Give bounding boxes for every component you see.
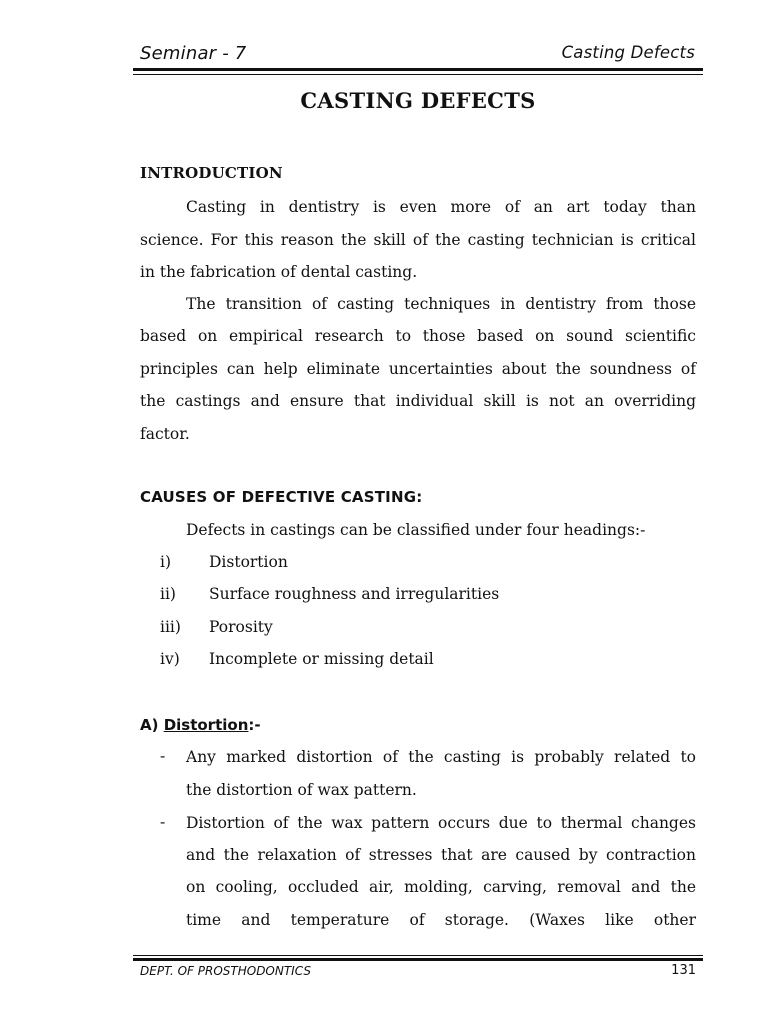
causes-item-number: ii) [160, 585, 176, 603]
intro-line-2: science. For this reason the skill of the casting technician is critical [140, 231, 696, 249]
intro-line-7: the castings and ensure that individual skill is not an overriding [140, 392, 696, 410]
causes-item-text: Distortion [209, 553, 288, 571]
section-a-line-3: Distortion of the wax pattern occurs due to thermal changes [186, 814, 696, 832]
causes-item-number: iii) [160, 618, 181, 636]
header-rule-thin [133, 74, 703, 75]
causes-intro: Defects in castings can be classified under four headings:- [186, 521, 646, 539]
section-a-title: Distortion [163, 716, 249, 734]
causes-heading: CAUSES OF DEFECTIVE CASTING: [140, 488, 423, 506]
section-a-line-6: time and temperature of storage. (Waxes like other [186, 911, 696, 929]
section-a-line-1: Any marked distortion of the casting is probably related to [186, 748, 696, 766]
section-a-line-4: and the relaxation of stresses that are caused by contraction [186, 846, 696, 864]
header-rule-thick [133, 68, 703, 71]
introduction-heading: INTRODUCTION [140, 164, 283, 182]
intro-line-5: based on empirical research to those based on sound scientific [140, 327, 696, 345]
causes-item-number: i) [160, 553, 172, 571]
page-title: CASTING DEFECTS [300, 88, 536, 113]
intro-line-4: The transition of casting techniques in dentistry from those [186, 295, 696, 313]
footer-rule-thick [133, 958, 703, 961]
bullet-dash: - [160, 747, 166, 765]
causes-item-number: iv) [160, 650, 180, 668]
bullet-dash: - [160, 813, 166, 831]
causes-item-text: Porosity [209, 618, 273, 636]
section-a-suffix: :- [248, 716, 261, 734]
header-topic-label: Casting Defects [561, 43, 695, 62]
causes-item-text: Surface roughness and irregularities [209, 585, 500, 603]
section-a-prefix: A) [140, 716, 164, 734]
footer-rule-thin [133, 955, 703, 956]
section-a-line-2: the distortion of wax pattern. [186, 781, 417, 799]
header-seminar-label: Seminar - 7 [140, 43, 247, 64]
section-a-line-5: on cooling, occluded air, molding, carving, removal and the [186, 878, 696, 896]
intro-line-8: factor. [140, 425, 190, 443]
intro-line-1: Casting in dentistry is even more of an art today than [186, 198, 696, 216]
footer-department: DEPT. OF PROSTHODONTICS [140, 964, 311, 978]
intro-line-6: principles can help eliminate uncertainties about the soundness of [140, 360, 696, 378]
intro-line-3: in the fabrication of dental casting. [140, 263, 418, 281]
section-a-heading [140, 716, 261, 734]
footer-page-number: 131 [671, 963, 696, 978]
causes-item-text: Incomplete or missing detail [209, 650, 434, 668]
